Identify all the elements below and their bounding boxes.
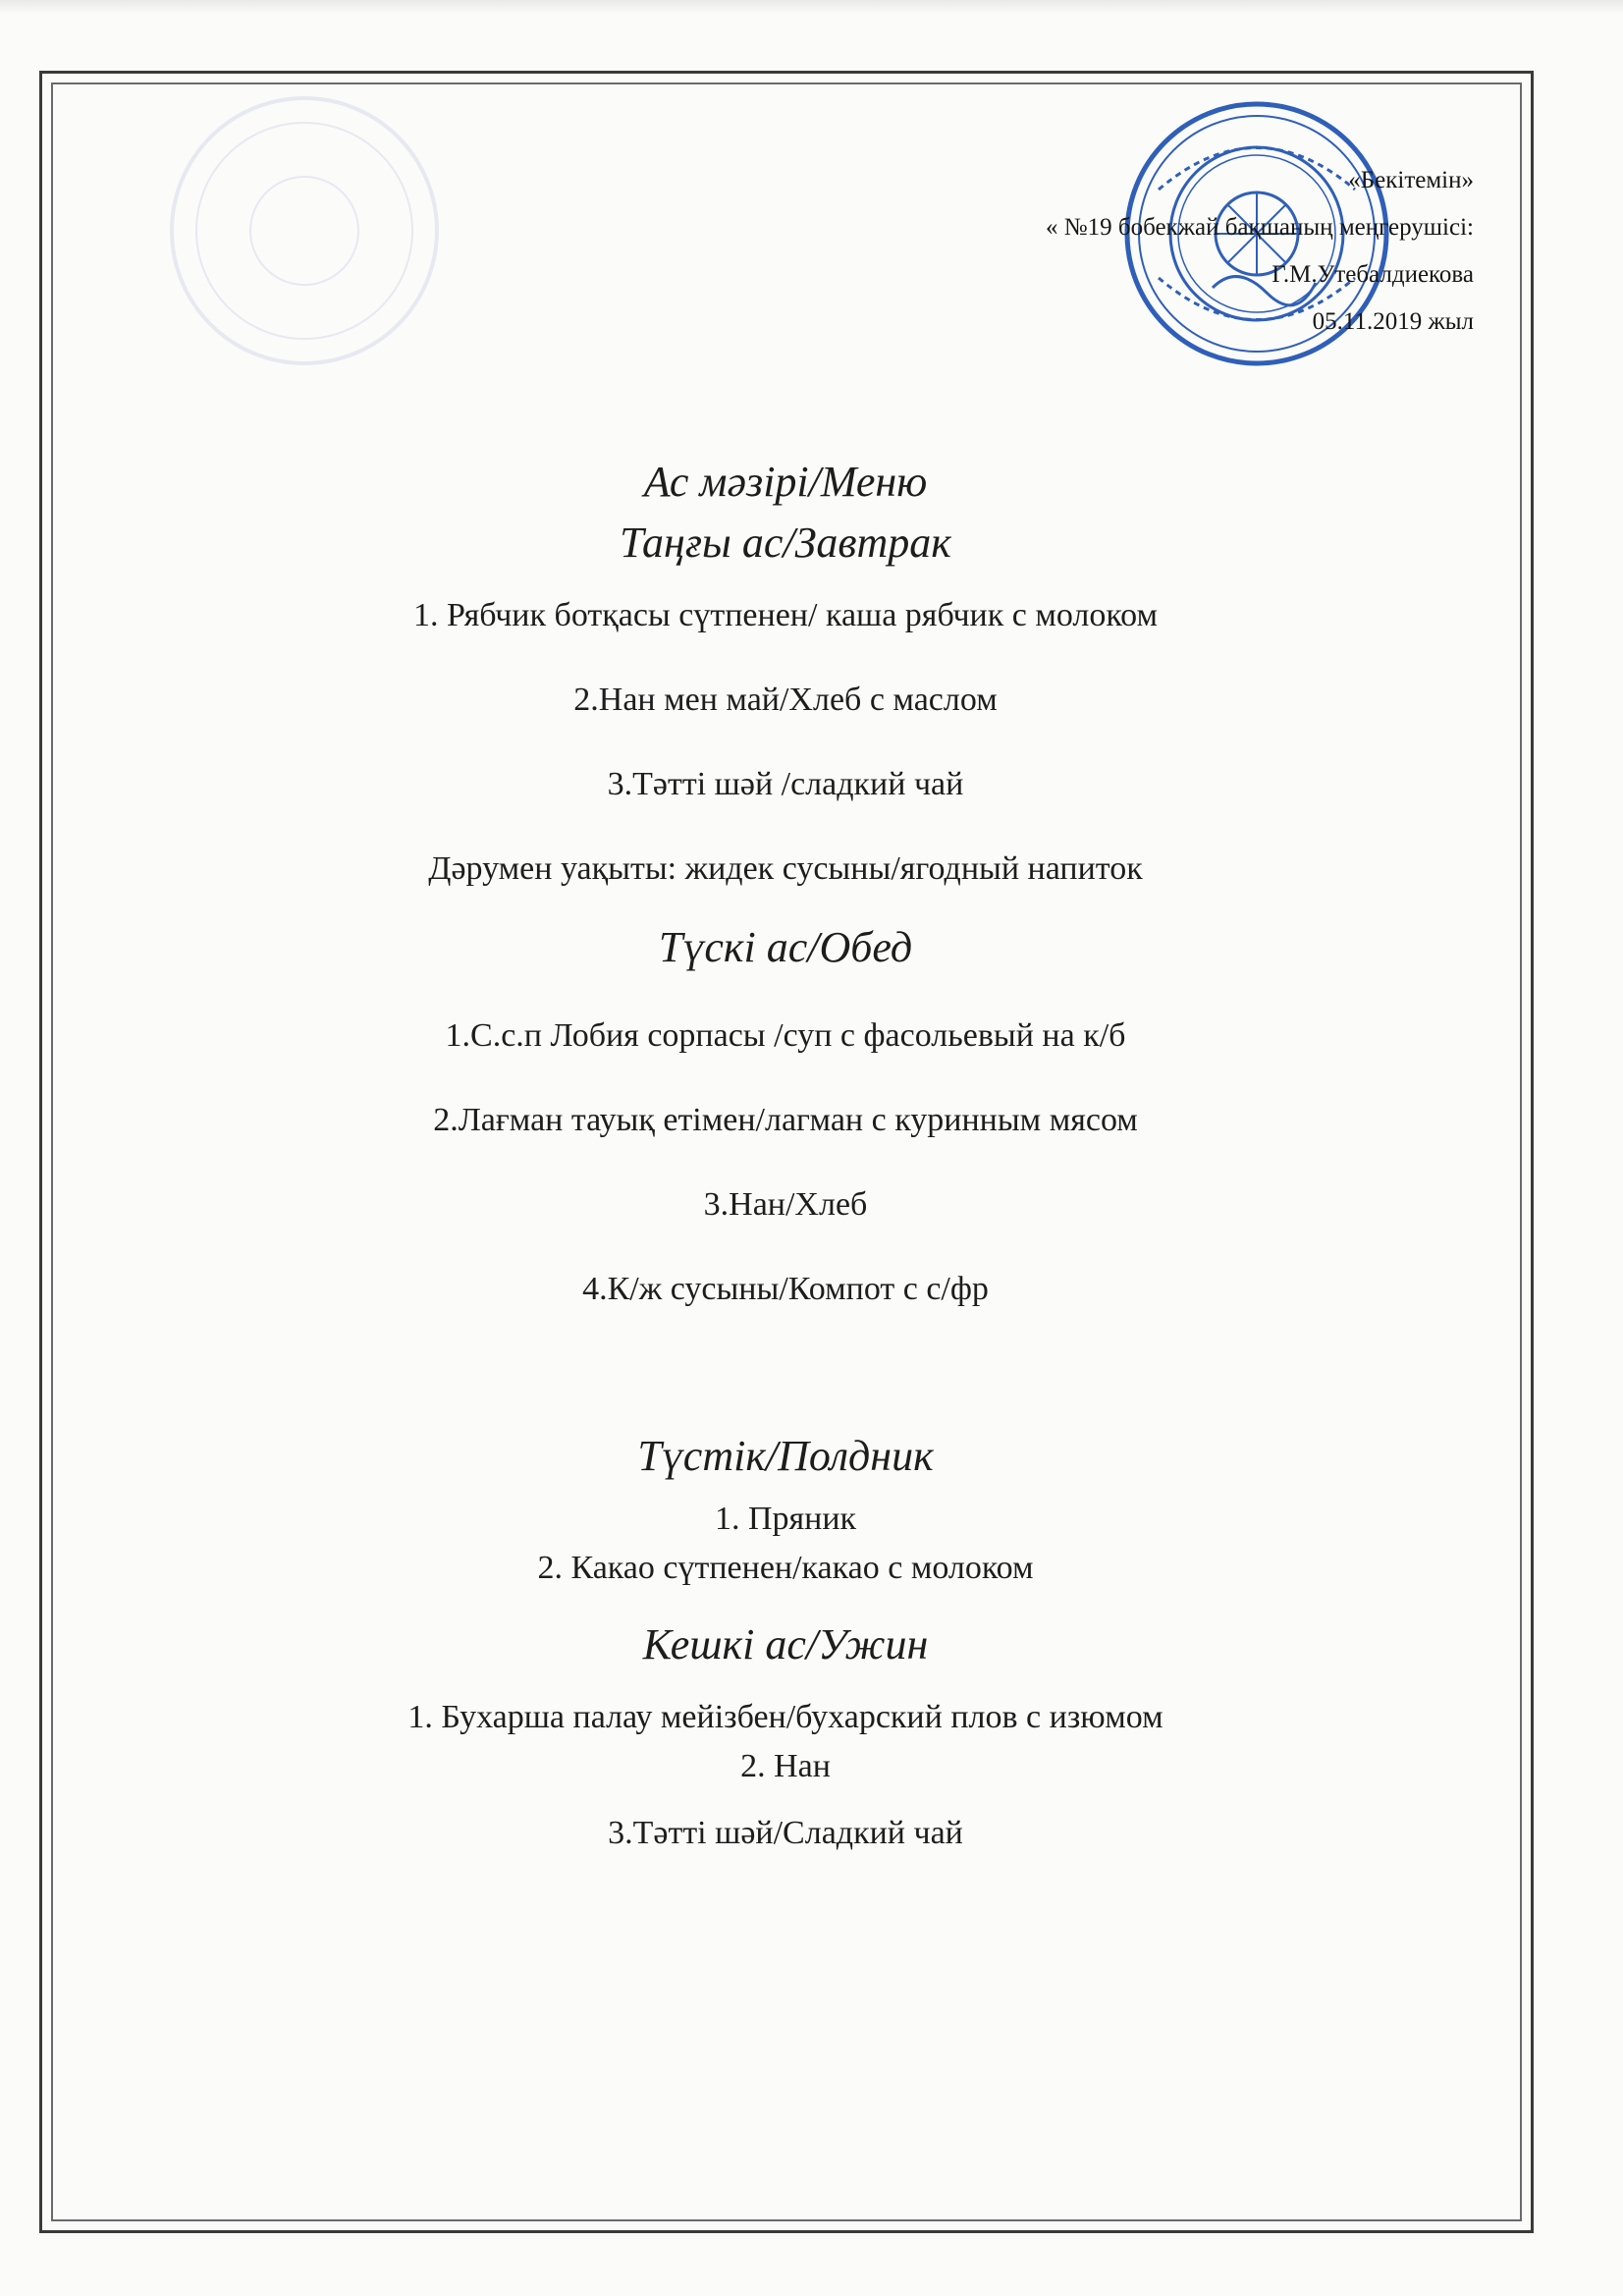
breakfast-heading: Таңғы ас/Завтрак (620, 519, 951, 567)
approval-label: «Бекітемін» (1348, 167, 1474, 193)
menu-item: 2. Нан (740, 1748, 831, 1784)
approver-position: « №19 бобекжай бақшаның меңгерушісі: (1046, 214, 1474, 241)
menu-item: 4.К/ж сусыны/Компот с с/фр (582, 1271, 989, 1307)
bleed-through-stamp-icon (157, 83, 452, 378)
approver-name: Г.М.Утебалдиекова (1271, 261, 1474, 288)
menu-content (59, 452, 1512, 1876)
menu-item: 3.Тәтті шәй /сладкий чай (607, 766, 964, 802)
approval-block (1046, 157, 1474, 346)
menu-item: 3.Тәтті шәй/Сладкий чай (608, 1815, 963, 1851)
lunch-heading: Түскі ас/Обед (658, 923, 913, 971)
menu-item: 1. Пряник (714, 1501, 857, 1537)
menu-item: 1.С.с.п Лобия сорпасы /суп с фасольевый на к/б (445, 1017, 1126, 1054)
menu-title: Ас мәзірі/Меню (643, 458, 928, 506)
menu-item: 1. Бухарша палау мейізбен/бухарский плов с изюмом (407, 1699, 1163, 1735)
menu-item: 3.Нан/Хлеб (703, 1186, 868, 1223)
scan-edge (0, 0, 1623, 14)
approval-date: 05.11.2019 жыл (1312, 308, 1474, 335)
menu-item: 1. Рябчик ботқасы сүтпенен/ каша рябчик с молоком (412, 597, 1159, 633)
menu-item: 2.Лағман тауық етімен/лагман с куринным мясом (433, 1102, 1138, 1138)
menu-item: 2. Какао сүтпенен/какао с молоком (537, 1550, 1034, 1586)
dinner-heading: Кешкі ас/Ужин (642, 1620, 929, 1668)
menu-item: Дәрумен уақыты: жидек сусыны/ягодный напиток (428, 850, 1143, 887)
menu-item: 2.Нан мен май/Хлеб с маслом (573, 682, 998, 718)
snack-heading: Түстік/Полдник (637, 1432, 934, 1480)
